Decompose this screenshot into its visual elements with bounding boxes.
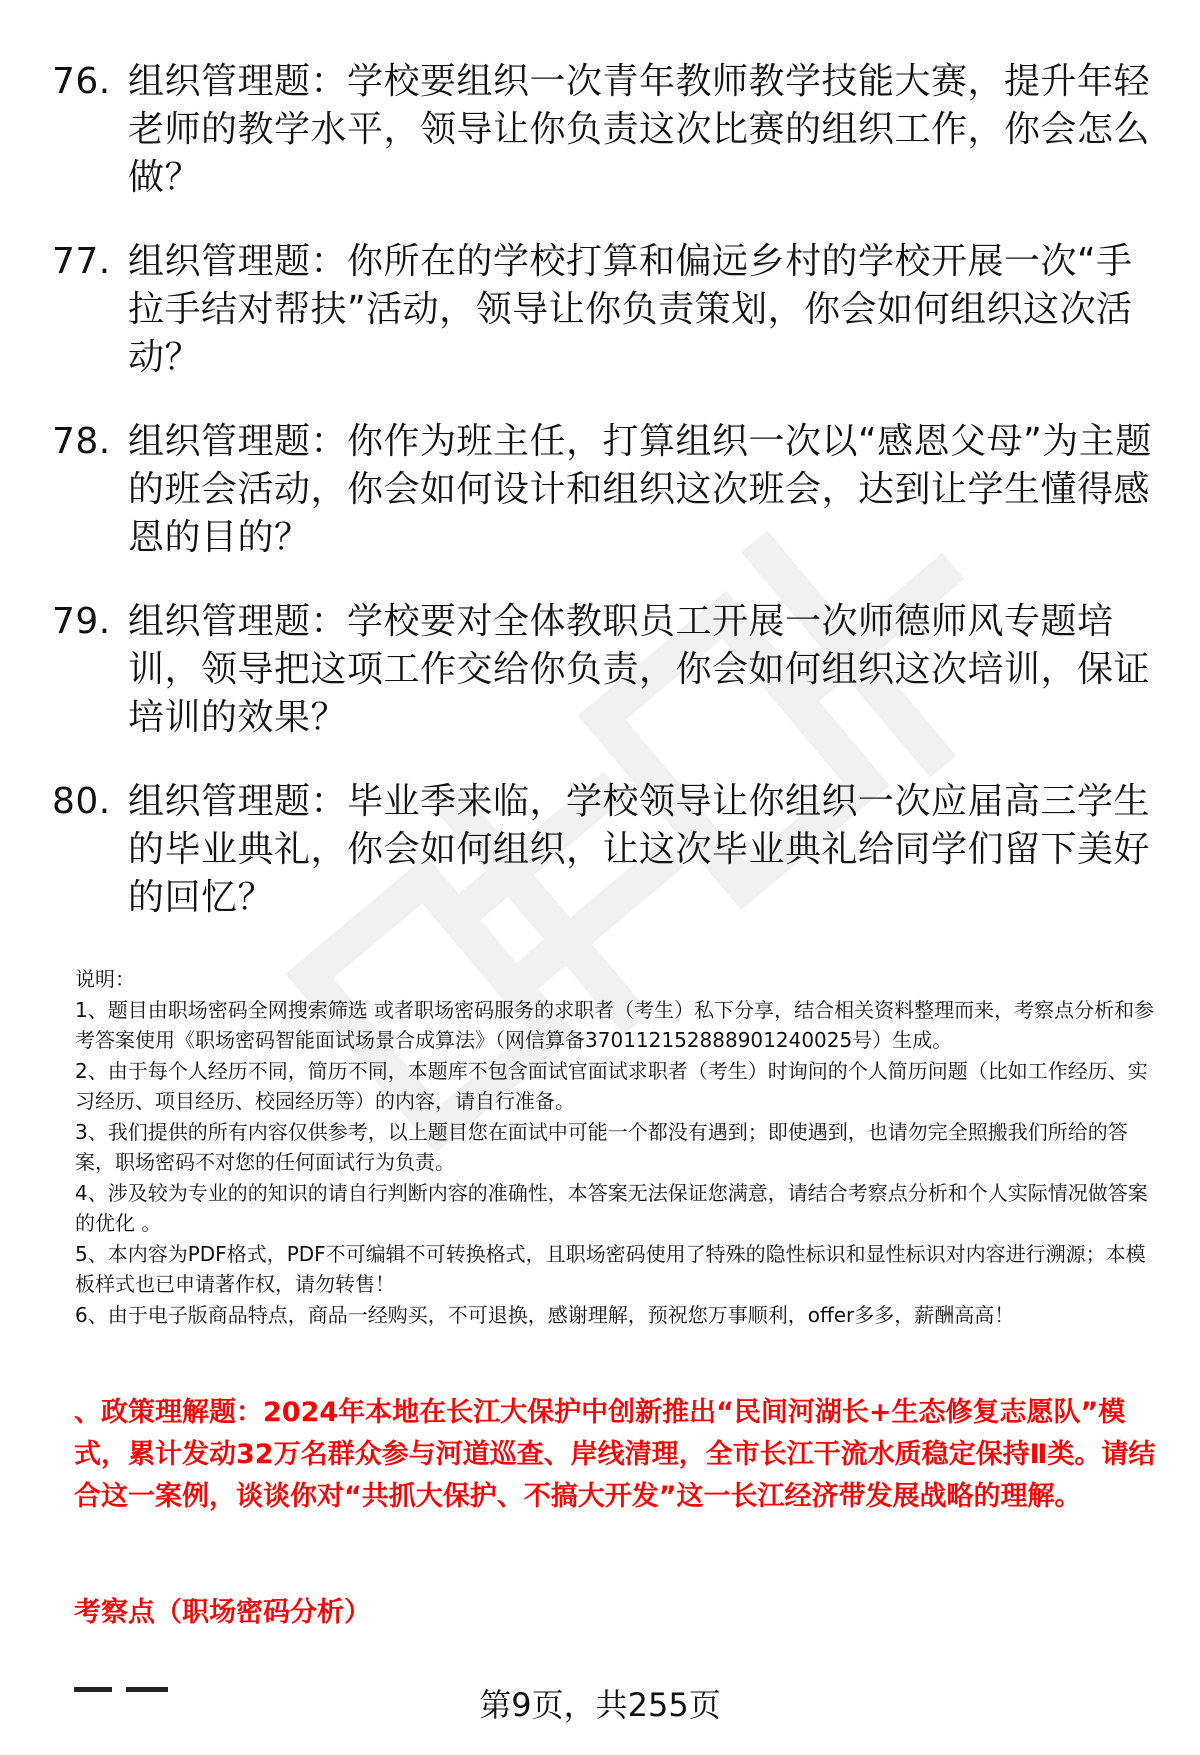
notes-section [75, 964, 1160, 1330]
question-text: 组织管理题：你所在的学校打算和偏远乡村的学校开展一次“手拉手结对帮扶”活动，领导让你负责策划，你会如何组织这次活动？ [128, 241, 1133, 378]
question-item [0, 778, 1200, 922]
question-number: 78. [52, 421, 111, 462]
note-item: 3、我们提供的所有内容仅供参考，以上题目您在面试中可能一个都没有遇到；即使遇到，也请勿完全照搬我们所给的答案，职场密码不对您的任何面试行为负责。 [75, 1119, 1128, 1174]
question-number: 76. [52, 61, 111, 102]
notes-heading: 说明： [75, 967, 135, 991]
question-item [0, 238, 1200, 382]
question-item [0, 418, 1200, 562]
note-item: 6、由于电子版商品特点，商品一经购买，不可退换，感谢理解，预祝您万事顺利，offer多多，薪酬高高！ [75, 1302, 1015, 1327]
question-text: 组织管理题：毕业季来临，学校领导让你组织一次应届高三学生的毕业典礼，你会如何组织，让这次毕业典礼给同学们留下美好的回忆？ [128, 781, 1151, 918]
question-list [0, 58, 1200, 958]
question-text: 组织管理题：学校要组织一次青年教师教学技能大赛，提升年轻老师的教学水平，领导让你负责这次比赛的组织工作，你会怎么做？ [128, 61, 1151, 198]
question-number: 79. [52, 601, 111, 642]
note-item: 1、题目由职场密码全网搜索筛选 或者职场密码服务的求职者（考生）私下分享，结合相关资料整理而来，考察点分析和参考答案使用《职场密码智能面试场景合成算法》（网信算备370112152888901240025号）生成。 [75, 997, 1155, 1052]
note-item: 4、涉及较为专业的的知识的请自行判断内容的准确性，本答案无法保证您满意，请结合考察点分析和个人实际情况做答案的优化 。 [75, 1180, 1148, 1235]
exam-point-heading: 考察点（职场密码分析） [74, 1597, 371, 1628]
question-item [0, 598, 1200, 742]
page-number: 第9页，共255页 [479, 1686, 721, 1724]
question-text: 组织管理题：你作为班主任，打算组织一次以“感恩父母”为主题的班会活动，你会如何设计和组织这次班会，达到让学生懂得感恩的目的？ [128, 421, 1152, 558]
note-item: 2、由于每个人经历不同，简历不同，本题库不包含面试官面试求职者（考生）时询问的个人简历问题（比如工作经历、实习经历、项目经历、校园经历等）的内容，请自行准备。 [75, 1058, 1148, 1113]
question-text: 组织管理题：学校要对全体教职员工开展一次师德师风专题培训，领导把这项工作交给你负责，你会如何组织这次培训，保证培训的效果？ [128, 601, 1151, 738]
policy-question: 、政策理解题：2024年本地在长江大保护中创新推出“民间河湖长+生态修复志愿队”模式，累计发动32万名群众参与河道巡查、岸线清理，全市长江干流水质稳定保持Ⅱ类。请结合这一案例，谈谈你对“共抓大保护、不搞大开发”这一长江经济带发展战略的理解。 [74, 1397, 1156, 1512]
note-item: 5、本内容为PDF格式，PDF不可编辑不可转换格式，且职场密码使用了特殊的隐性标识和显性标识对内容进行溯源；本模板样式也已申请著作权，请勿转售！ [75, 1241, 1146, 1296]
question-item [0, 58, 1200, 202]
question-number: 77. [52, 241, 111, 282]
question-number: 80. [52, 781, 111, 822]
